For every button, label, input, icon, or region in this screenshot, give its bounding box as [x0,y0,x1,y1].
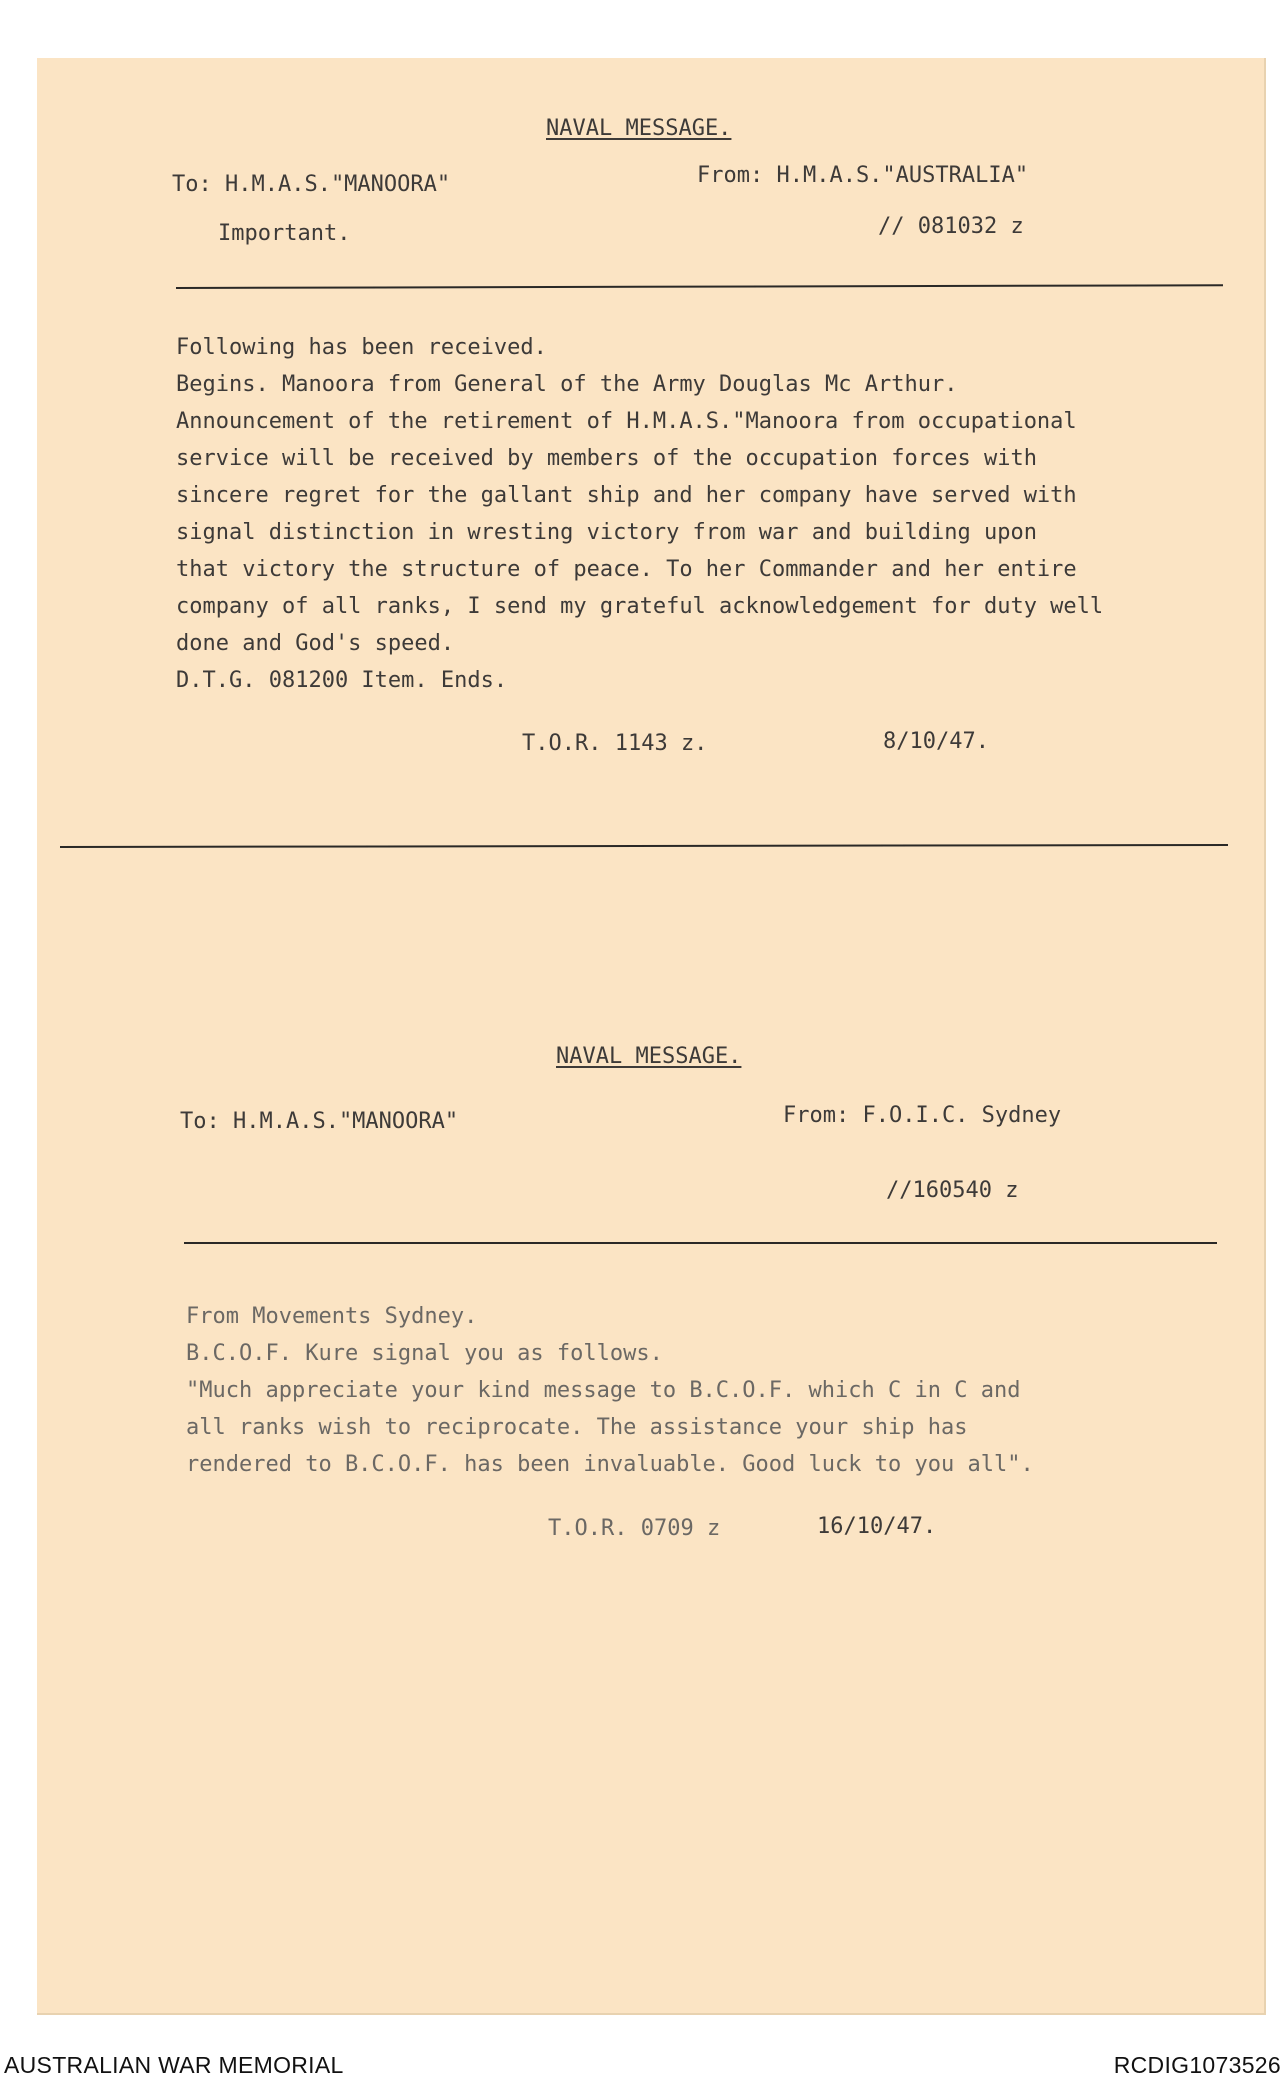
message-body-line: Announcement of the retirement of H.M.A.S."Manoora from occupational [176,409,1077,434]
message-body-line: service will be received by members of the occupation forces with [176,446,1037,471]
footer-record-id: RCDIG1073526 [1113,2052,1281,2078]
message-2-from: From: F.O.I.C. Sydney [783,1103,1062,1128]
message-2-title: NAVAL MESSAGE. [556,1044,742,1069]
message-body-line: sincere regret for the gallant ship and her company have served with [176,483,1077,508]
message-body-line: rendered to B.C.O.F. has been invaluable. Good luck to you all". [186,1452,1034,1477]
message-1-from: From: H.M.A.S."AUSTRALIA" [697,163,1029,188]
message-2-tor: T.O.R. 0709 z [548,1516,721,1541]
message-2-body [186,1298,1034,1483]
message-1-priority: Important. [218,221,351,246]
message-1-date: 8/10/47. [883,729,989,754]
message-body-line: "Much appreciate your kind message to B.C.O.F. which C in C and [186,1378,1021,1403]
message-1-title: NAVAL MESSAGE. [546,116,732,141]
message-body-line: D.T.G. 081200 Item. Ends. [176,668,508,693]
message-body-line: all ranks wish to reciprocate. The assistance your ship has [186,1415,968,1440]
message-body-line: done and God's speed. [176,631,455,656]
message-body-line: B.C.O.F. Kure signal you as follows. [186,1341,663,1366]
message-1-body [176,329,1103,699]
message-body-line: that victory the structure of peace. To her Commander and her entire [176,557,1077,582]
message-body-line: Following has been received. [176,335,547,360]
message-body-line: From Movements Sydney. [186,1304,478,1329]
footer-institution: AUSTRALIAN WAR MEMORIAL [4,2052,344,2078]
message-2-dtg: //160540 z [886,1178,1019,1203]
message-body-line: signal distinction in wresting victory from war and building upon [176,520,1037,545]
message-2-to: To: H.M.A.S."MANOORA" [180,1109,459,1134]
message-1-tor: T.O.R. 1143 z. [522,731,708,756]
message-1-to: To: H.M.A.S."MANOORA" [172,172,451,197]
message-body-line: Begins. Manoora from General of the Army Douglas Mc Arthur. [176,372,958,397]
message-2-header-rule [184,1242,1217,1244]
message-2-date: 16/10/47. [817,1514,937,1539]
message-body-line: company of all ranks, I send my grateful acknowledgement for duty well [176,594,1104,619]
message-1-dtg: // 081032 z [878,214,1024,239]
